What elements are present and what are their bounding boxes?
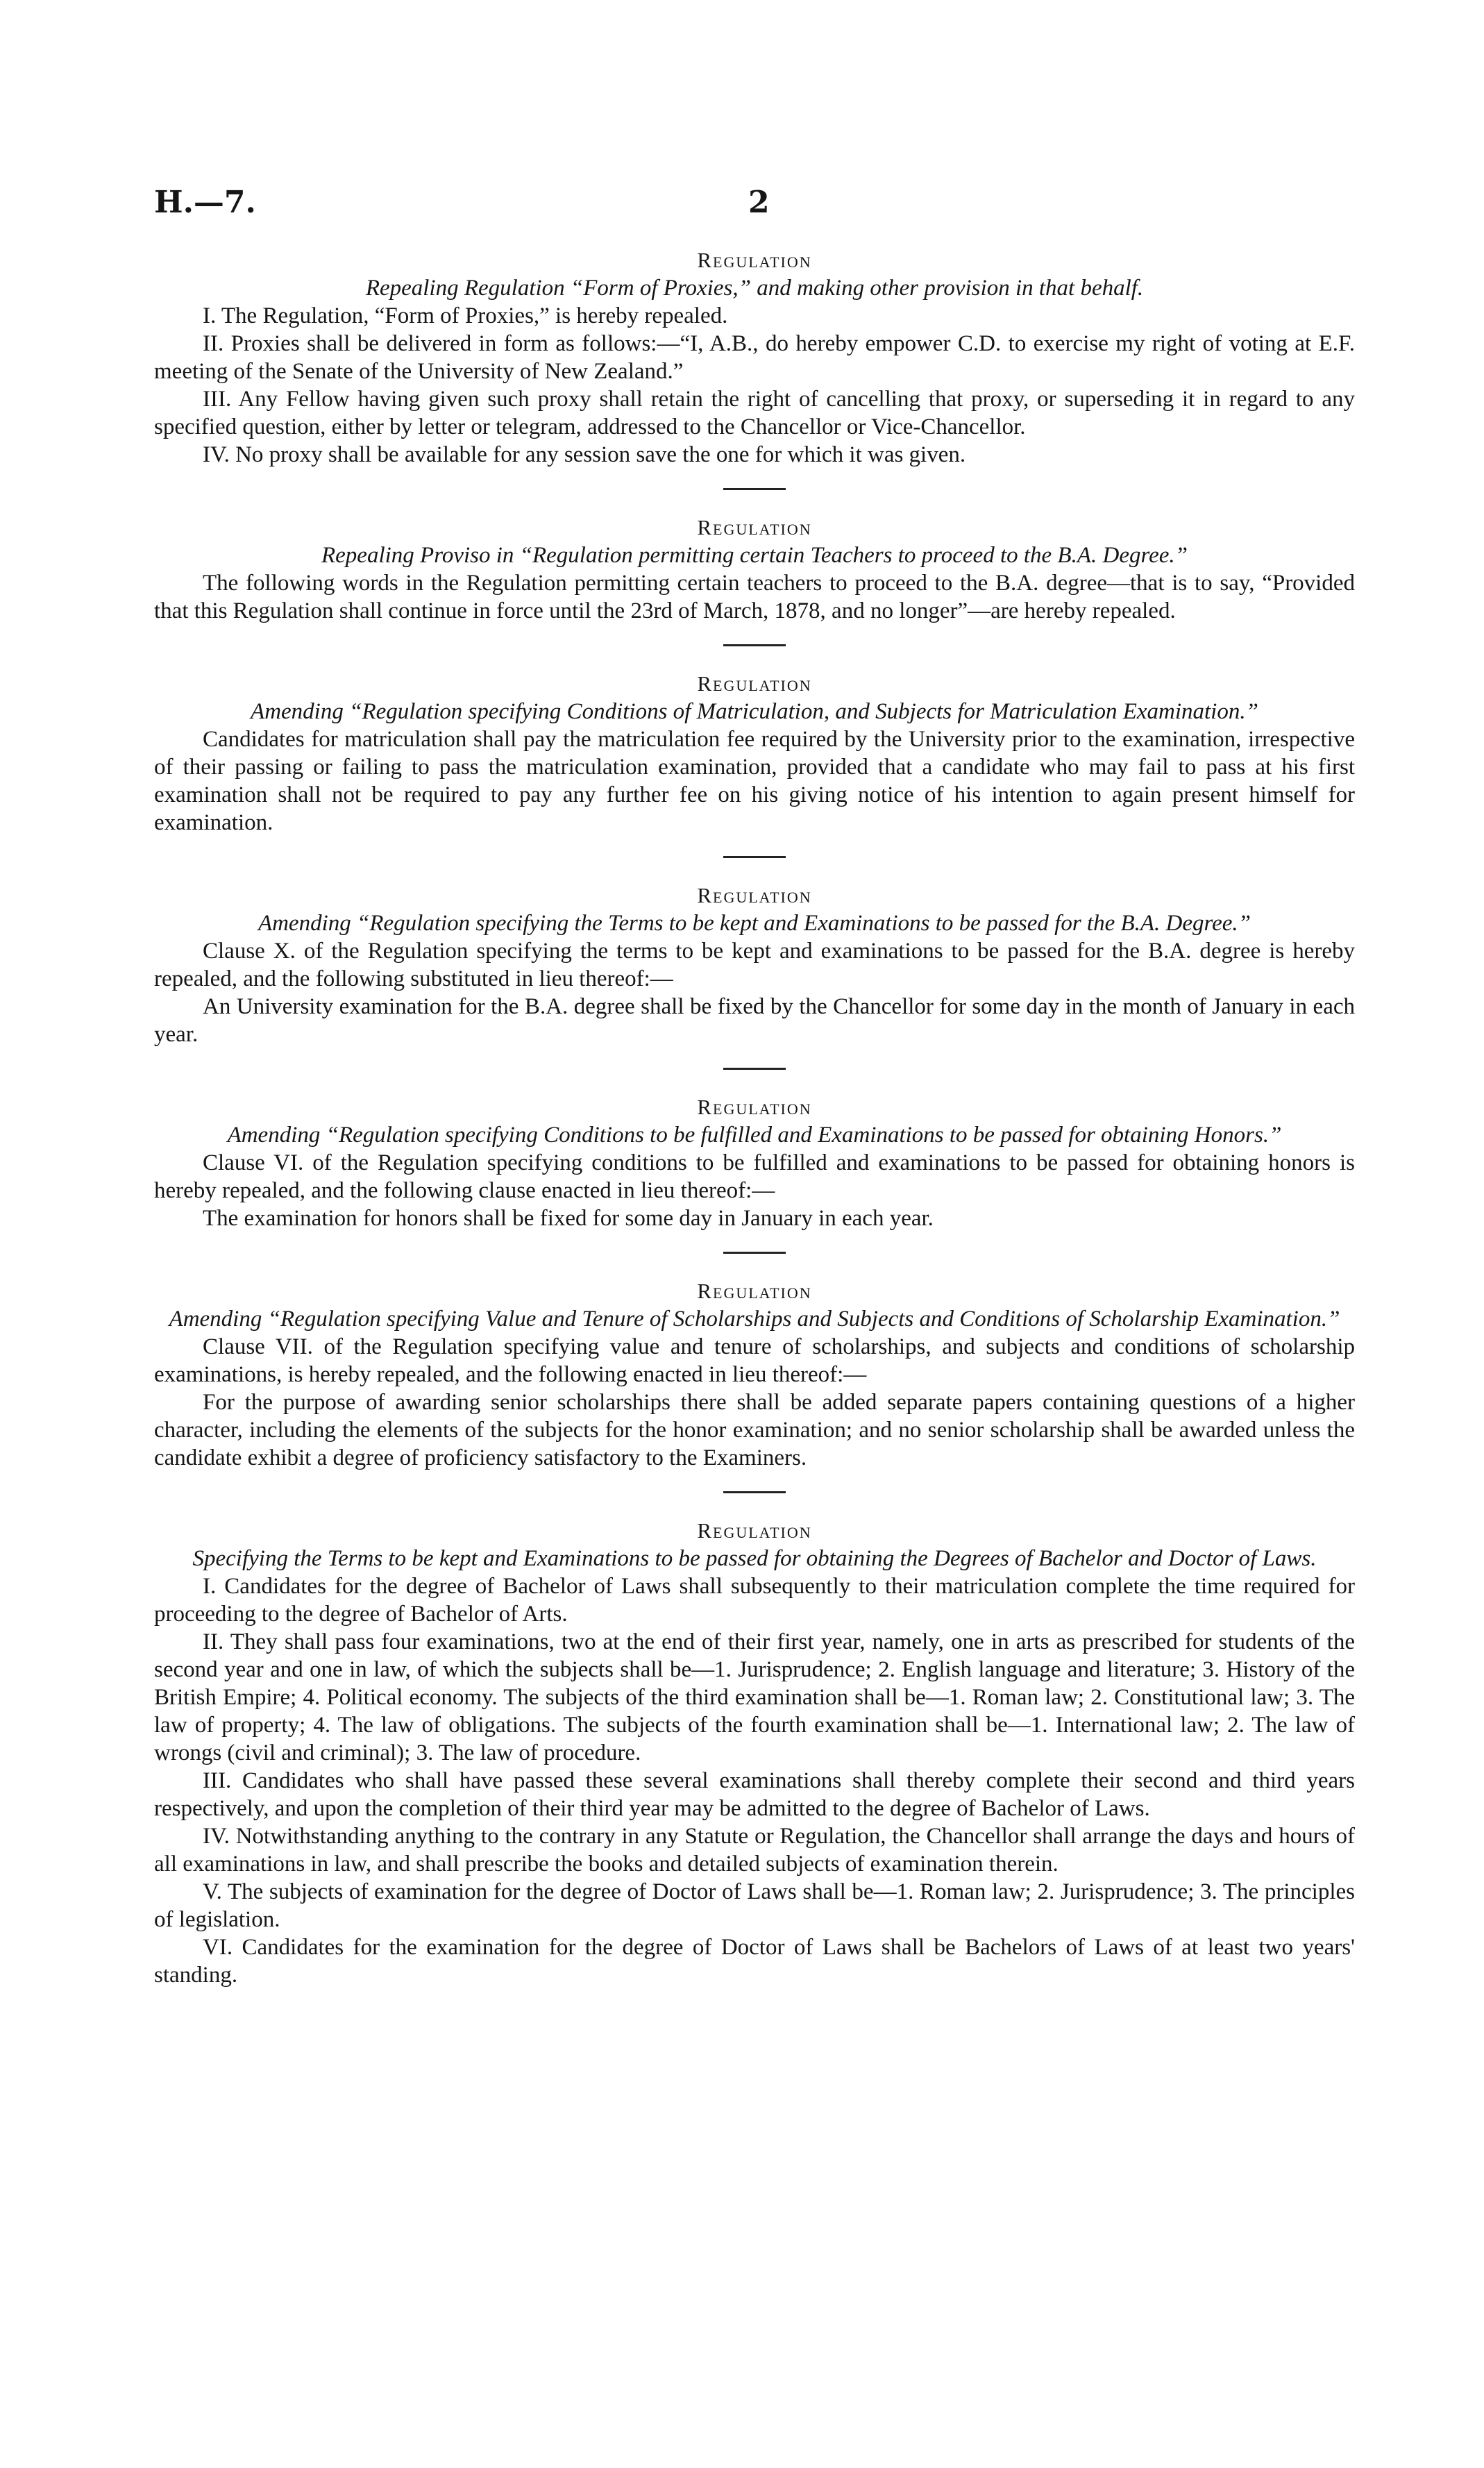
regulation-section (154, 1277, 1355, 1472)
page-header (154, 185, 1355, 226)
regulation-heading: Regulation (697, 671, 812, 696)
regulation-subtitle: Amending “Regulation specifying the Terms to be kept and Examinations to be passed for the B.A. Degree.” (258, 911, 1251, 936)
document-code: H.—7. (154, 185, 256, 220)
regulation-subtitle: Amending “Regulation specifying Conditions to be fulfilled and Examinations to be passed for obtaining Honors.” (227, 1123, 1282, 1148)
paragraph: The following words in the Regulation permitting certain teachers to proceed to the B.A. degree—that is to say, “Provided that this Regulation shall continue in force until the 23rd of March, 1878, and no longer”—are hereby repealed. (154, 571, 1355, 623)
regulation-section (154, 1093, 1355, 1232)
regulation-heading: Regulation (697, 1095, 812, 1119)
regulation-subtitle: Specifying the Terms to be kept and Examinations to be passed for obtaining the Degrees of Bachelor and Doctor of Laws. (192, 1546, 1317, 1571)
regulation-subtitle: Amending “Regulation specifying Conditions of Matriculation, and Subjects for Matriculation Examination.” (251, 699, 1258, 724)
regulation-heading: Regulation (697, 1279, 812, 1303)
paragraph: The examination for honors shall be fixed for some day in January in each year. (203, 1206, 934, 1231)
page-number: 2 (748, 185, 770, 220)
paragraph: Clause VII. of the Regulation specifying value and tenure of scholarships, and subjects and conditions of scholarship examinations, is hereby repealed, and the following enacted in lieu thereof:— (154, 1334, 1355, 1387)
regulation-heading: Regulation (697, 883, 812, 907)
regulation-heading: Regulation (697, 515, 812, 539)
paragraph: IV. Notwithstanding anything to the contrary in any Statute or Regulation, the Chancellor shall arrange the days and hours of all examinations in law, and shall prescribe the books and detailed subjects of examination therein. (154, 1824, 1355, 1877)
paragraph: An University examination for the B.A. degree shall be fixed by the Chancellor for some day in the month of January in each year. (154, 994, 1355, 1047)
section-divider (723, 1252, 786, 1254)
paragraph: II. Proxies shall be delivered in form as follows:—“I, A.B., do hereby empower C.D. to exercise my right of voting at E.F. meeting of the Senate of the University of New Zealand.” (154, 331, 1355, 384)
paragraph: Clause VI. of the Regulation specifying conditions to be fulfilled and examinations to be passed for obtaining honors is hereby repealed, and the following clause enacted in lieu thereof:— (154, 1150, 1355, 1203)
paragraph: Candidates for matriculation shall pay the matriculation fee required by the University prior to the examination, irrespective of their passing or failing to pass the matriculation examination, provided that a candidate who may fail to pass at his first examination shall not be required to pay any further fee on his giving notice of his intention to again present himself for examination. (154, 727, 1355, 835)
paragraph: VI. Candidates for the examination for the degree of Doctor of Laws shall be Bachelors of Laws of at least two years' standing. (154, 1935, 1355, 1988)
paragraph: I. Candidates for the degree of Bachelor of Laws shall subsequently to their matriculation complete the time required for proceeding to the degree of Bachelor of Arts. (154, 1574, 1355, 1627)
section-divider (723, 488, 786, 490)
paragraph: V. The subjects of examination for the degree of Doctor of Laws shall be—1. Roman law; 2. Jurisprudence; 3. The principles of legislation. (154, 1879, 1355, 1932)
paragraph: I. The Regulation, “Form of Proxies,” is hereby repealed. (203, 303, 728, 328)
regulation-section (154, 1517, 1355, 1989)
paragraph: For the purpose of awarding senior scholarships there shall be added separate papers containing questions of a higher character, including the elements of the subjects for the honor examination; and no senior scholarship shall be awarded unless the candidate exhibit a degree of proficiency satisfactory to the Examiners. (154, 1390, 1355, 1470)
regulation-subtitle: Repealing Regulation “Form of Proxies,” and making other provision in that behalf. (365, 276, 1144, 301)
regulation-subtitle: Repealing Proviso in “Regulation permitting certain Teachers to proceed to the B.A. Degree.” (321, 543, 1188, 568)
regulation-section (154, 882, 1355, 1048)
paragraph: III. Any Fellow having given such proxy shall retain the right of cancelling that proxy, or superseding it in regard to any specified question, either by letter or telegram, addressed to the Chancellor or Vice-Chancellor. (154, 387, 1355, 439)
paragraph: II. They shall pass four examinations, two at the end of their first year, namely, one in arts as prescribed for students of the second year and one in law, of which the subjects shall be—1. Jurisprudence; 2. English language and literature; 3. History of the British Empire; 4. Political economy. The subjects of the third examination shall be—1. Roman law; 2. Constitutional law; 3. The law of property; 4. The law of obligations. The subjects of the fourth examination shall be—1. International law; 2. The law of wrongs (civil and criminal); 3. The law of procedure. (154, 1629, 1355, 1765)
paragraph: Clause X. of the Regulation specifying the terms to be kept and examinations to be passed for the B.A. degree is hereby repealed, and the following substituted in lieu thereof:— (154, 939, 1355, 991)
regulation-heading: Regulation (697, 248, 812, 272)
paragraph: IV. No proxy shall be available for any session save the one for which it was given. (203, 442, 966, 467)
regulation-heading: Regulation (697, 1518, 812, 1543)
section-divider (723, 644, 786, 646)
regulation-section (154, 246, 1355, 469)
section-divider (723, 1491, 786, 1493)
regulation-section (154, 514, 1355, 625)
paragraph: III. Candidates who shall have passed these several examinations shall thereby complete their second and third years respectively, and upon the completion of their third year may be admitted to the degree of Bachelor of Laws. (154, 1768, 1355, 1821)
regulation-subtitle: Amending “Regulation specifying Value and Tenure of Scholarships and Subjects and Conditions of Scholarship Examination.” (169, 1307, 1340, 1332)
document-body (154, 246, 1355, 1989)
regulation-section (154, 670, 1355, 837)
section-divider (723, 856, 786, 858)
section-divider (723, 1068, 786, 1070)
